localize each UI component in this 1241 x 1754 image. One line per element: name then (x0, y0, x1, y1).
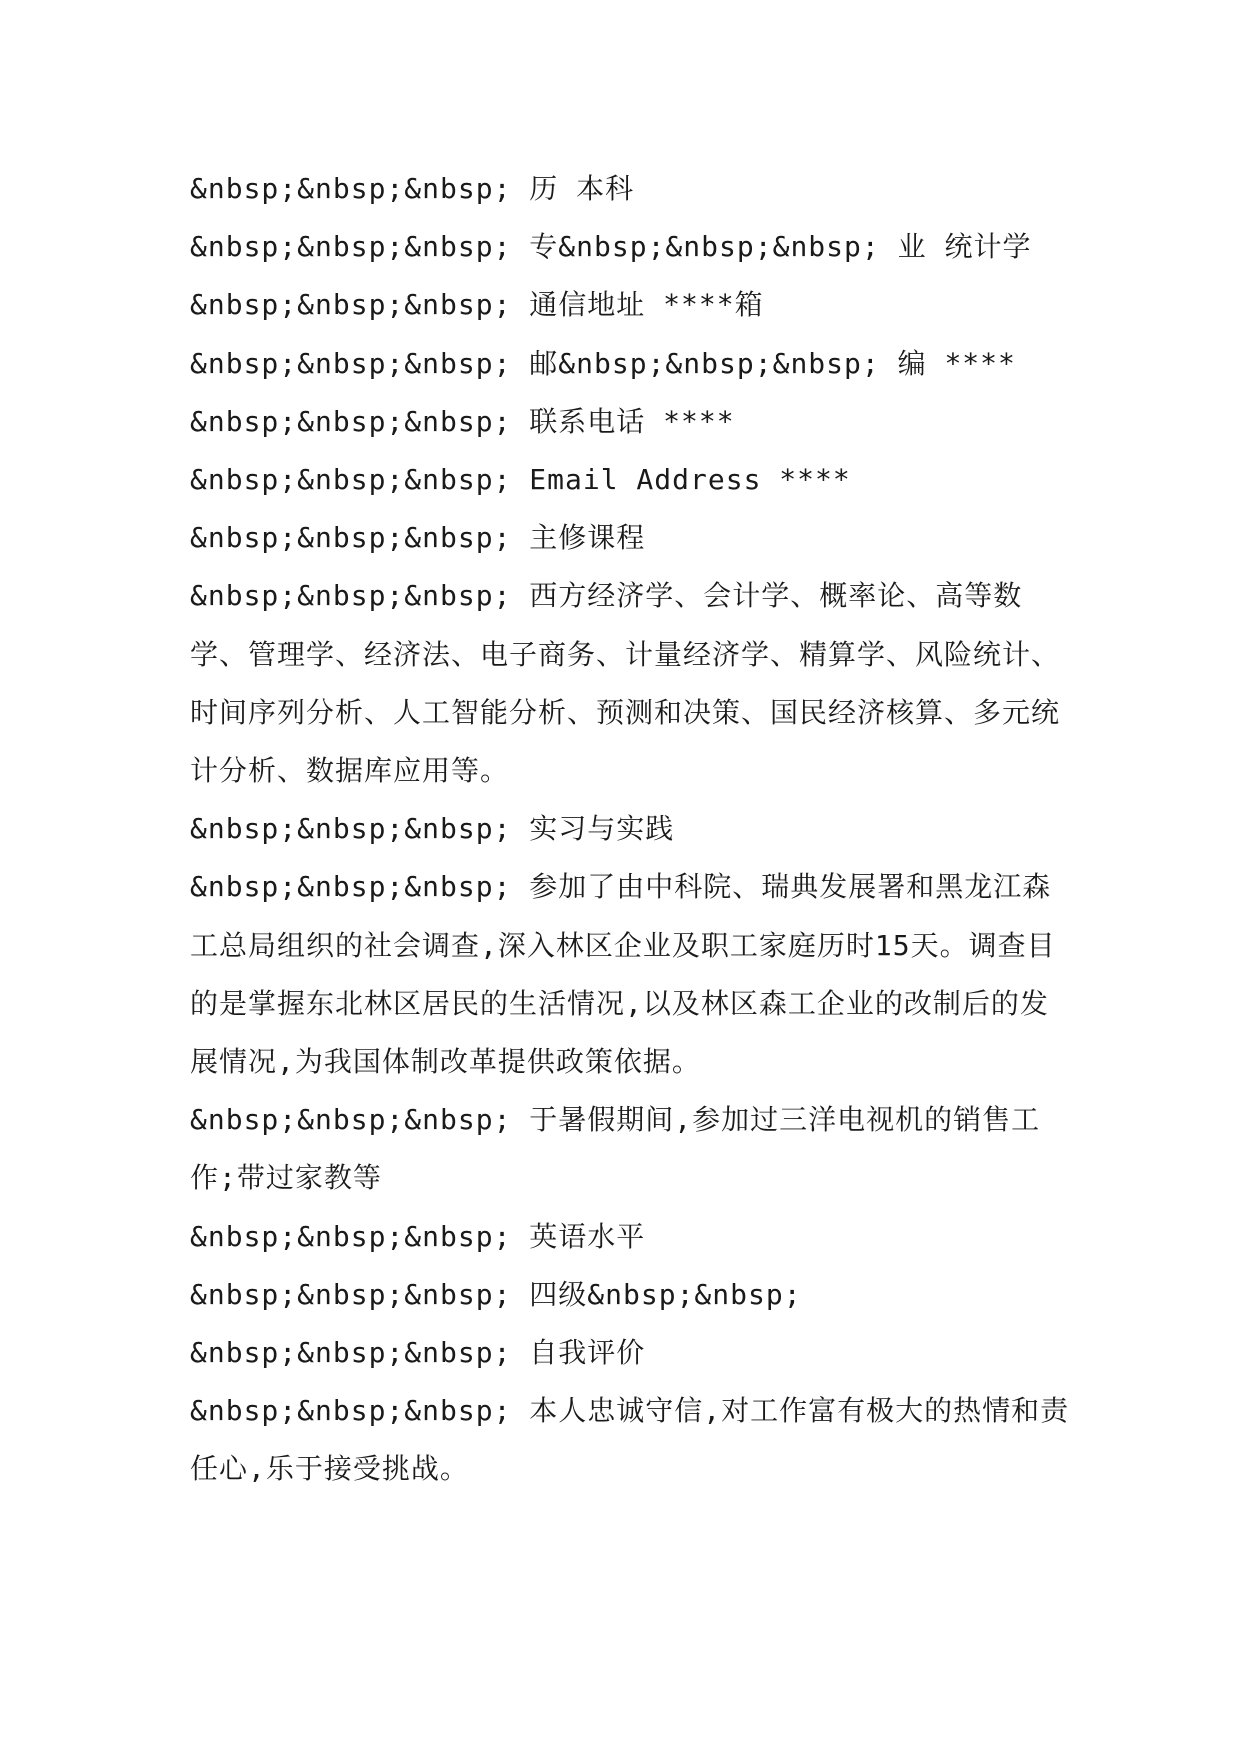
practice-text-summer: &nbsp;&nbsp;&nbsp; 于暑假期间,参加过三洋电视机的销售工作;带过家教等 (190, 1103, 1041, 1195)
education-line: &nbsp;&nbsp;&nbsp; 历 本科 (190, 172, 635, 205)
practice-text-survey: &nbsp;&nbsp;&nbsp; 参加了由中科院、瑞典发展署和黑龙江森工总局组织的社会调查,深入林区企业及职工家庭历时15天。调查目的是掌握东北林区居民的生活情况,以及林区森工企业的改制后的发展情况,为我国体制改革提供政策依据。 (190, 870, 1056, 1079)
address-line: &nbsp;&nbsp;&nbsp; 通信地址 ****箱 (190, 288, 764, 322)
postcode-line: &nbsp;&nbsp;&nbsp; 邮&nbsp;&nbsp;&nbsp; 编 **** (190, 346, 1016, 380)
practice-heading: &nbsp;&nbsp;&nbsp; 实习与实践 (190, 812, 675, 846)
document-body (190, 160, 1070, 1499)
courses-heading: &nbsp;&nbsp;&nbsp; 主修课程 (190, 521, 646, 555)
major-line: &nbsp;&nbsp;&nbsp; 专&nbsp;&nbsp;&nbsp; 业 统计学 (190, 230, 1032, 264)
phone-line: &nbsp;&nbsp;&nbsp; 联系电话 **** (190, 404, 735, 438)
english-level: &nbsp;&nbsp;&nbsp; 四级&nbsp;&nbsp; (190, 1277, 802, 1311)
self-evaluation-text: &nbsp;&nbsp;&nbsp; 本人忠诚守信,对工作富有极大的热情和责任心,乐于接受挑战。 (190, 1394, 1070, 1486)
self-evaluation-heading: &nbsp;&nbsp;&nbsp; 自我评价 (190, 1336, 646, 1370)
email-line: &nbsp;&nbsp;&nbsp; Email Address **** (190, 463, 851, 497)
courses-text: &nbsp;&nbsp;&nbsp; 西方经济学、会计学、概率论、高等数学、管理学、经济法、电子商务、计量经济学、精算学、风险统计、时间序列分析、人工智能分析、预测和决策、国民经济核算、多元统计分析、数据库应用等。 (190, 579, 1061, 788)
english-heading: &nbsp;&nbsp;&nbsp; 英语水平 (190, 1219, 646, 1253)
